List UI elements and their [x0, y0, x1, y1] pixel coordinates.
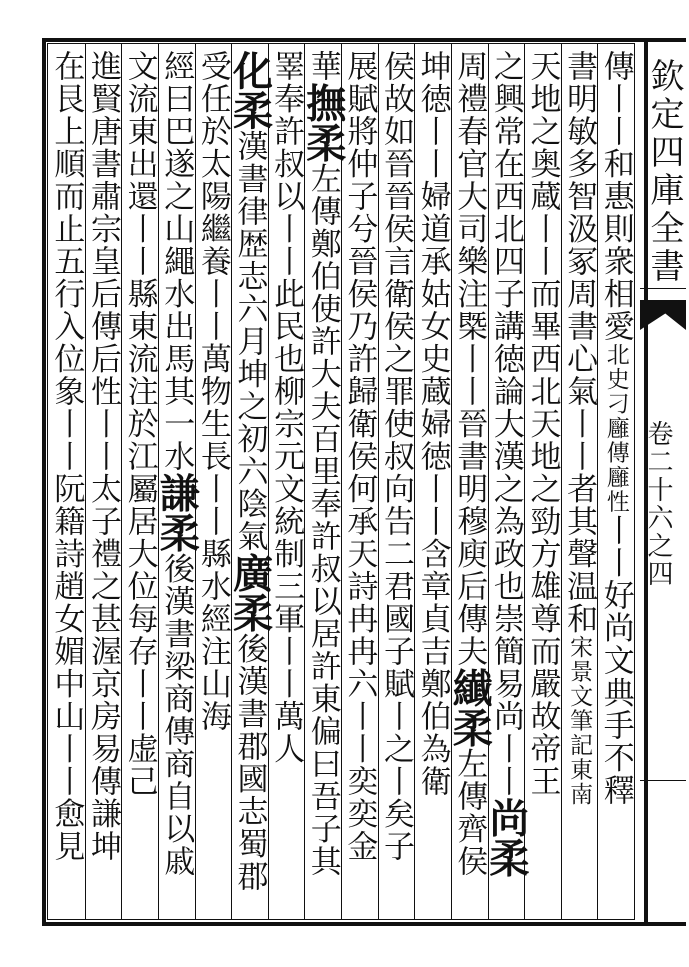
column-text: 奉許叔以丨丨此民也柳宗元文統制三軍丨丨萬人 [268, 82, 305, 765]
text-column [120, 50, 160, 916]
small-note: 北史刁廱傳廱性 [602, 342, 629, 514]
column-text: 左傳鄭伯使許大夫百里奉許叔以居許東偏曰吾子其 [304, 162, 341, 878]
text-column [46, 50, 86, 916]
column-text: 丨丨好尚文典手不釋 [597, 514, 634, 807]
column-text: 受任於太陽繼養丨丨萬物生長 [194, 50, 231, 473]
text-column [413, 50, 453, 916]
column-text: 經曰巴遂之山繩水出馬其一水 [158, 50, 195, 473]
column-text: 展賦將仲子兮晉侯乃許歸衛侯何承天詩冉冉六丨丨奕奕金 [341, 50, 378, 863]
entry-heading: 廣柔 [226, 552, 274, 633]
column-text: 華 [304, 50, 341, 83]
entry-heading: 化柔 [226, 50, 274, 130]
column-text: 後漢書郡國志蜀郡 [231, 632, 268, 893]
column-text: 周禮春官大司樂注㮣丨丨晉書明穆庾后傳夫 [451, 50, 488, 668]
text-column [596, 50, 636, 916]
text-column [299, 50, 347, 916]
text-column [226, 50, 274, 916]
column-text: 進賢唐書肅宗皇后傳后性丨丨太子禮之甚渥京房易傳謙坤 [84, 50, 121, 863]
text-column [559, 50, 599, 916]
text-column [522, 50, 562, 916]
margin-juan-label: 卷二十六之四 [643, 420, 673, 588]
column-text: 後漢書梁商傳商自以戚 [158, 552, 195, 878]
column-text: 漢書律歴志六月坤之初六陰氣 [231, 130, 268, 553]
text-column [446, 50, 494, 916]
column-text: 之興常在西北四子講徳論大漢之為政也崇簡易尚丨丨 [487, 50, 524, 798]
text-column [266, 50, 306, 916]
fish-tail-rule-bottom [640, 780, 686, 781]
column-text: 在艮上順而止五行入位象丨丨阮籍詩趙女媚中山丨丨愈見 [48, 50, 85, 863]
small-note: 宋景文筆記東南 [566, 635, 593, 807]
entry-heading: 謙柔 [153, 472, 201, 553]
column-text: 侯故如晉晉侯言衛侯之罪使叔向告二君國子賦丨之丨矣子 [377, 50, 414, 863]
column-text: 鄭伯為衛 [414, 667, 451, 798]
entry-heading: 纎柔 [446, 667, 494, 748]
entry-heading: 尚柔 [482, 797, 530, 878]
column-text: 文流東出還丨丨縣東流注於江 [121, 50, 158, 473]
text-column [482, 50, 530, 916]
text-column [339, 50, 379, 916]
column-text: 坤徳丨丨婦道承姑女史蔵婦徳丨丨含章貞吉 [414, 50, 451, 668]
column-text: 屬居大位每存丨丨虚己 [121, 472, 158, 798]
text-column [83, 50, 123, 916]
column-text: 天地之奥蔵丨丨而畢西北天地之勁方雄尊而嚴故帝王 [524, 50, 561, 798]
entry-heading: 撫柔 [299, 82, 347, 163]
text-column [376, 50, 416, 916]
column-text: 書明敏多智汲冢周書心氣丨丨者其聲温和 [561, 50, 598, 635]
column-text: 傳丨丨和惠則衆相愛 [597, 50, 634, 343]
fish-tail-rule-top [640, 288, 686, 289]
column-text: 左傳齊侯 [451, 747, 488, 878]
column-text: 睪 [268, 50, 305, 83]
column-text: 丨丨縣水經注山海 [194, 472, 231, 733]
margin-book-title: 欽定四庫全書 [644, 58, 684, 286]
text-column [153, 50, 201, 916]
